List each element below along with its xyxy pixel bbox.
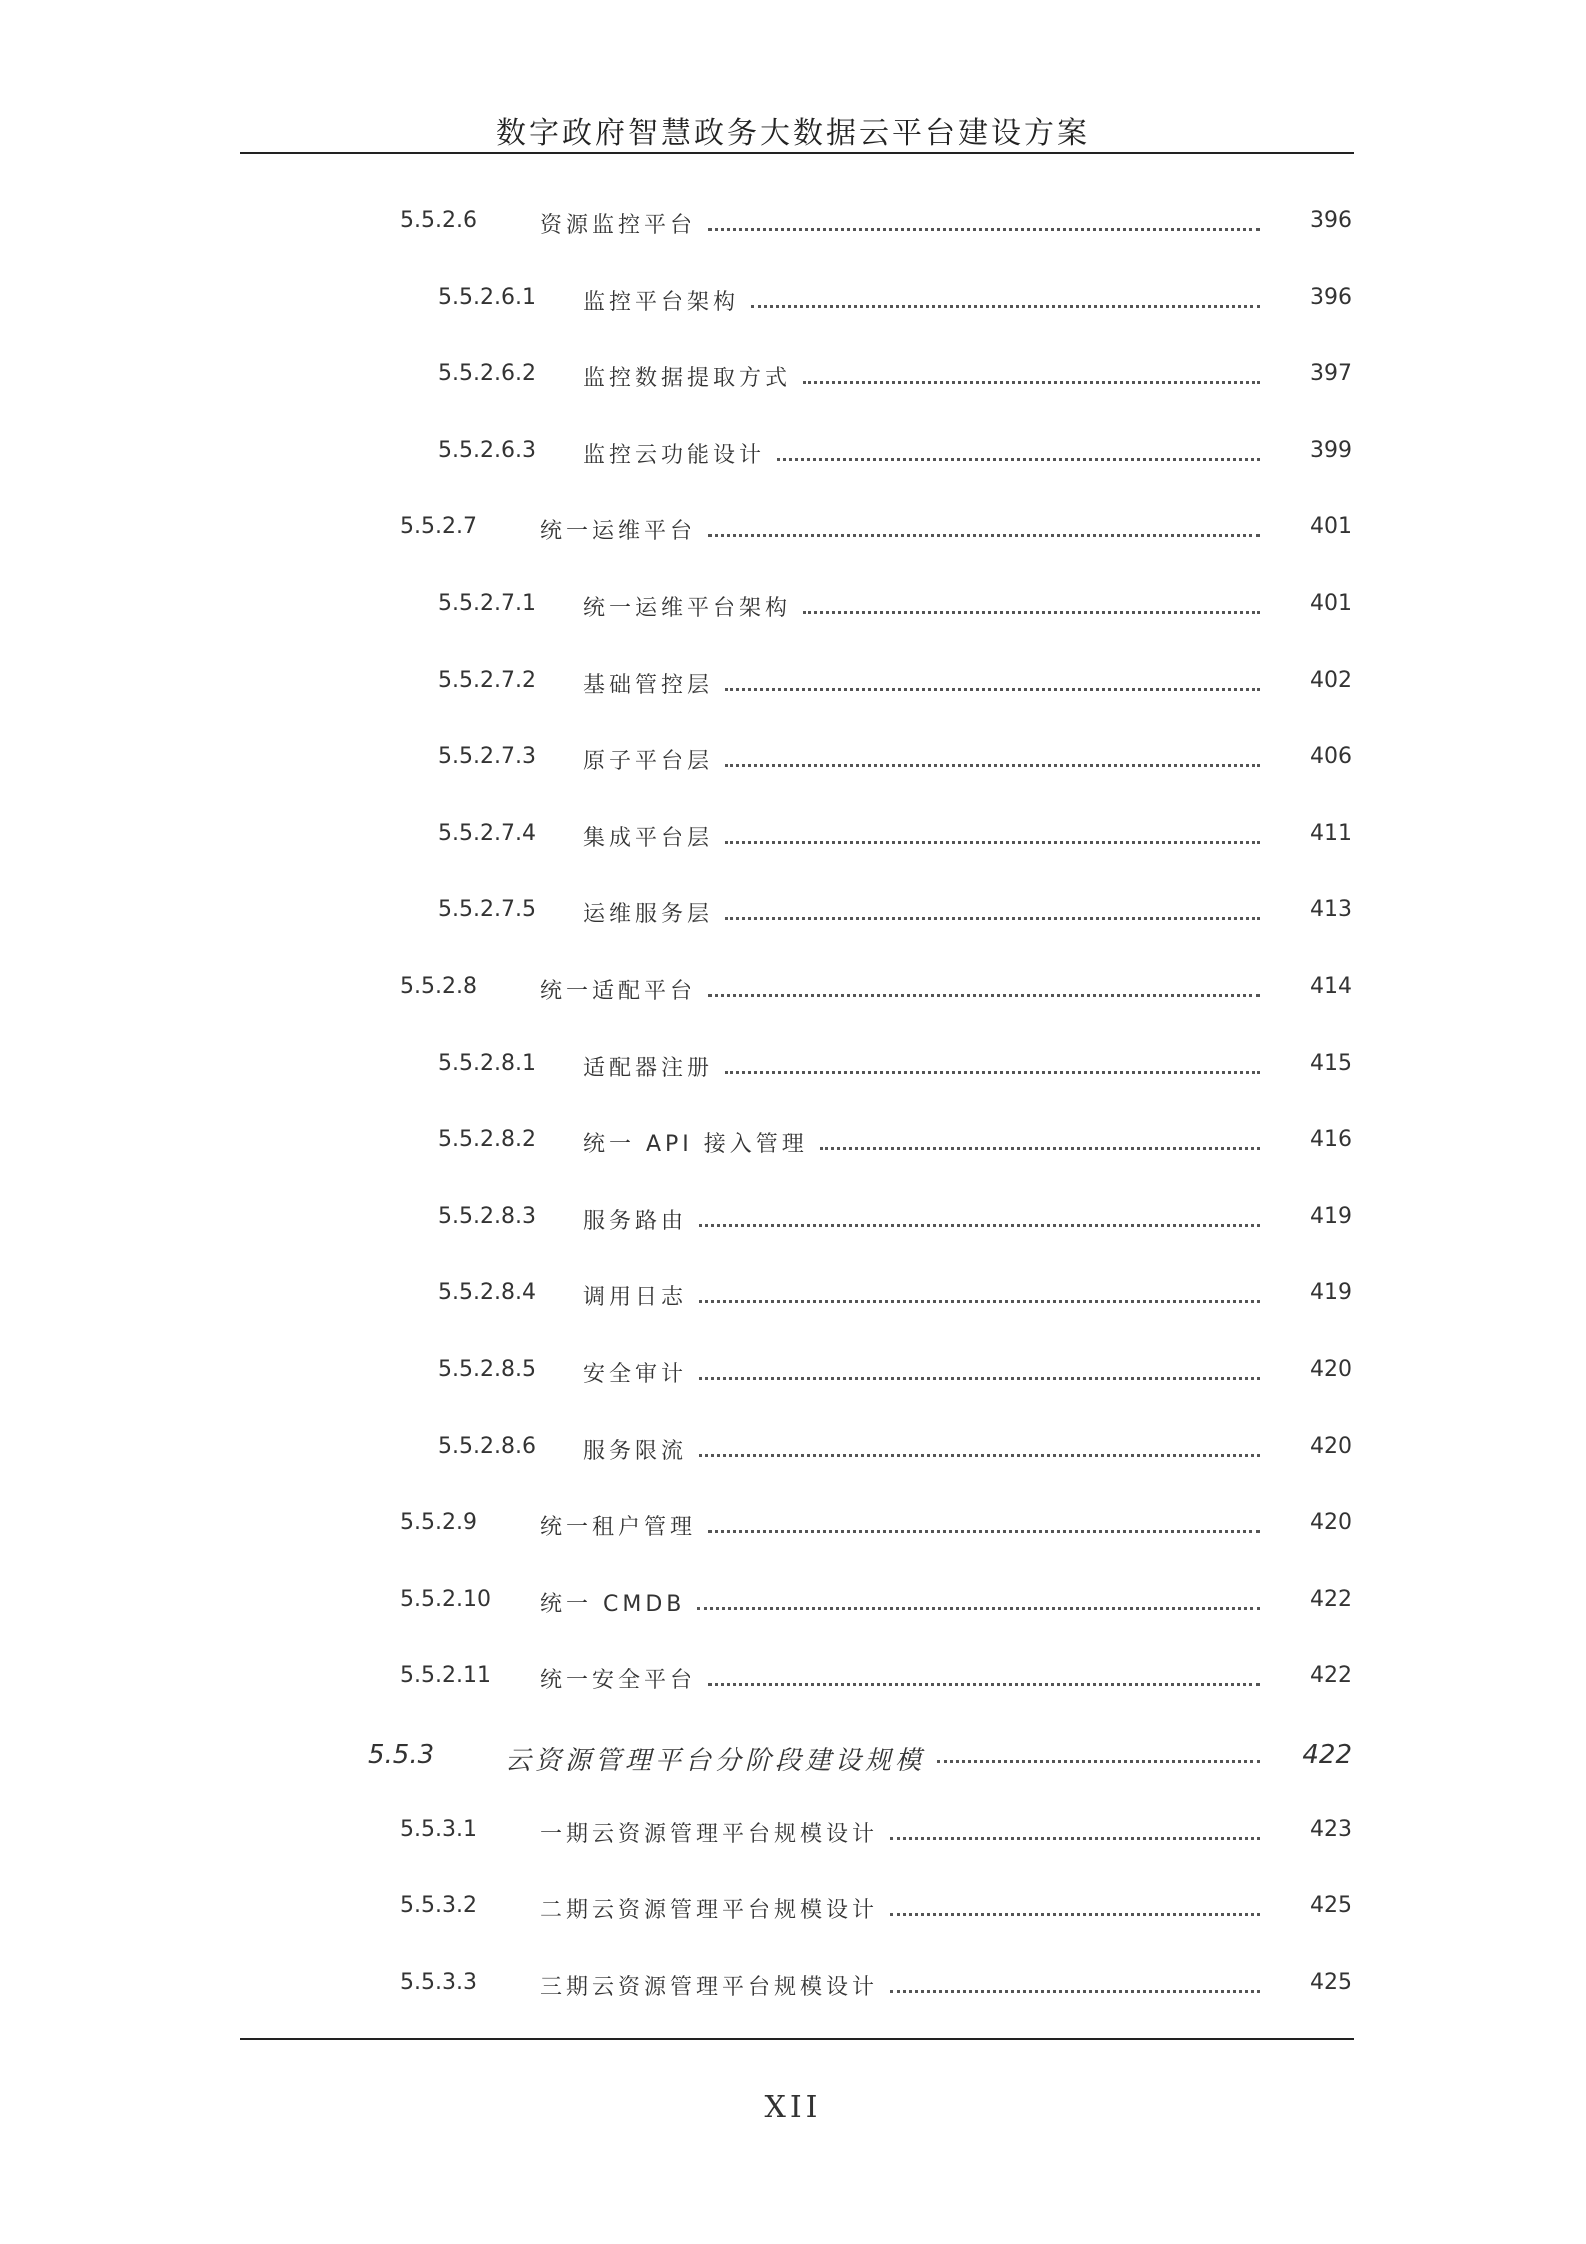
toc-entry-title: 统一 API 接入管理 xyxy=(583,1132,808,1158)
toc-entry[interactable] xyxy=(0,430,1586,470)
toc-leader-dots xyxy=(708,1681,1260,1686)
toc-entry-page: 419 xyxy=(1310,1280,1352,1306)
toc-leader-dots xyxy=(699,1298,1260,1303)
toc-leader-dots xyxy=(725,839,1260,844)
toc-entry-title: 服务路由 xyxy=(583,1208,688,1234)
toc-entry-page: 420 xyxy=(1310,1510,1352,1536)
toc-entry[interactable] xyxy=(0,1349,1586,1389)
toc-entry-number: 5.5.2.9 xyxy=(400,1510,477,1536)
toc-entry-title: 基础管控层 xyxy=(583,672,714,698)
toc-entry-page: 420 xyxy=(1310,1357,1352,1382)
toc-entry-title: 三期云资源管理平台规模设计 xyxy=(540,1974,879,2000)
toc-entry-number: 5.5.2.7 xyxy=(400,514,477,540)
toc-entry-number: 5.5.2.7.1 xyxy=(438,591,536,616)
toc-entry-title: 运维服务层 xyxy=(583,902,714,928)
toc-entry-title: 统一租户管理 xyxy=(540,1515,697,1541)
toc-leader-dots xyxy=(937,1758,1260,1763)
toc-entry-title: 统一 CMDB xyxy=(540,1591,686,1617)
toc-entry-number: 5.5.2.6 xyxy=(400,208,477,233)
toc-entry-number: 5.5.2.8.5 xyxy=(438,1357,536,1382)
toc-entry-page: 397 xyxy=(1310,361,1352,387)
toc-entry-page: 396 xyxy=(1310,284,1352,310)
toc-entry-title: 适配器注册 xyxy=(583,1055,714,1081)
toc-entry[interactable] xyxy=(0,1809,1586,1849)
toc-entry-title: 服务限流 xyxy=(583,1438,688,1464)
toc-entry-page: 420 xyxy=(1310,1433,1352,1459)
header-divider xyxy=(240,152,1354,154)
toc-entry-title: 二期云资源管理平台规模设计 xyxy=(540,1898,879,1924)
toc-leader-dots xyxy=(708,532,1260,537)
toc-entry-page: 406 xyxy=(1310,744,1352,770)
toc-entry-number: 5.5.2.7.2 xyxy=(438,667,536,693)
toc-entry-title: 资源监控平台 xyxy=(540,213,697,238)
toc-entry-page: 402 xyxy=(1310,667,1352,693)
toc-entry[interactable] xyxy=(0,506,1586,546)
toc-entry-page: 396 xyxy=(1310,208,1352,233)
toc-entry-number: 5.5.2.6.2 xyxy=(438,361,536,387)
toc-leader-dots xyxy=(699,1452,1260,1457)
toc-leader-dots xyxy=(725,686,1260,691)
toc-entry[interactable] xyxy=(0,1962,1586,2002)
toc-entry-page: 422 xyxy=(1302,1740,1352,1770)
toc-entry-number: 5.5.2.8.4 xyxy=(438,1280,536,1306)
toc-entry-page: 415 xyxy=(1310,1050,1352,1076)
toc-entry-title: 统一安全平台 xyxy=(540,1668,697,1694)
toc-entry-number: 5.5.2.11 xyxy=(400,1663,491,1689)
toc-entry-number: 5.5.2.10 xyxy=(400,1586,491,1612)
toc-entry-page: 399 xyxy=(1310,437,1352,463)
toc-entry-title: 云资源管理平台分阶段建设规模 xyxy=(505,1746,926,1776)
toc-leader-dots xyxy=(803,379,1260,384)
toc-entry-title: 监控平台架构 xyxy=(583,289,740,315)
toc-entry-page: 423 xyxy=(1310,1816,1352,1842)
toc-entry-page: 425 xyxy=(1310,1969,1352,1995)
toc-entry-number: 5.5.3.1 xyxy=(400,1816,477,1842)
toc-entry-page: 425 xyxy=(1310,1893,1352,1919)
toc-entry[interactable] xyxy=(0,1043,1586,1083)
toc-leader-dots xyxy=(699,1222,1260,1227)
toc-entry-page: 419 xyxy=(1310,1203,1352,1229)
toc-leader-dots xyxy=(725,762,1260,767)
toc-entry-title: 统一适配平台 xyxy=(540,979,697,1004)
toc-entry[interactable] xyxy=(0,1196,1586,1236)
toc-entry[interactable] xyxy=(0,353,1586,393)
toc-entry[interactable] xyxy=(0,1732,1586,1776)
toc-entry-title: 统一运维平台架构 xyxy=(583,596,792,621)
toc-leader-dots xyxy=(890,1911,1260,1916)
toc-entry-title: 安全审计 xyxy=(583,1362,688,1387)
toc-entry-title: 一期云资源管理平台规模设计 xyxy=(540,1821,879,1847)
toc-entry-number: 5.5.2.8.3 xyxy=(438,1203,536,1229)
toc-leader-dots xyxy=(708,226,1260,231)
toc-leader-dots xyxy=(725,915,1260,920)
toc-entry-number: 5.5.2.7.4 xyxy=(438,820,536,846)
toc-entry-number: 5.5.2.8.6 xyxy=(438,1433,536,1459)
toc-entry-number: 5.5.3.3 xyxy=(400,1969,477,1995)
toc-entry-page: 414 xyxy=(1310,974,1352,999)
toc-entry-title: 统一运维平台 xyxy=(540,519,697,545)
toc-entry-title: 原子平台层 xyxy=(583,749,714,775)
toc-entry-number: 5.5.2.6.1 xyxy=(438,284,536,310)
toc-entry[interactable] xyxy=(0,200,1586,240)
toc-entry[interactable] xyxy=(0,583,1586,623)
toc-entry[interactable] xyxy=(0,1502,1586,1542)
toc-entry-number: 5.5.3.2 xyxy=(400,1893,477,1919)
toc-entry-page: 401 xyxy=(1310,514,1352,540)
toc-entry-number: 5.5.2.8.1 xyxy=(438,1050,536,1076)
toc-entry-number: 5.5.3 xyxy=(368,1740,435,1770)
toc-entry-number: 5.5.2.8.2 xyxy=(438,1127,536,1153)
toc-leader-dots xyxy=(708,1528,1260,1533)
toc-entry-page: 401 xyxy=(1310,591,1352,616)
toc-entry-title: 调用日志 xyxy=(583,1285,688,1311)
document-header-title: 数字政府智慧政务大数据云平台建设方案 xyxy=(496,116,1090,151)
toc-entry-page: 422 xyxy=(1310,1586,1352,1612)
toc-entry[interactable] xyxy=(0,1272,1586,1312)
page-number: XII xyxy=(764,2090,822,2125)
toc-entry-page: 416 xyxy=(1310,1127,1352,1153)
toc-leader-dots xyxy=(803,609,1260,614)
toc-entry[interactable] xyxy=(0,813,1586,853)
toc-entry-page: 411 xyxy=(1310,820,1352,846)
toc-entry-number: 5.5.2.7.5 xyxy=(438,897,536,923)
toc-leader-dots xyxy=(725,1069,1260,1074)
toc-entry-title: 监控数据提取方式 xyxy=(583,366,792,392)
toc-entry[interactable] xyxy=(0,1426,1586,1466)
toc-leader-dots xyxy=(699,1375,1260,1380)
toc-leader-dots xyxy=(820,1145,1260,1150)
toc-entry-number: 5.5.2.7.3 xyxy=(438,744,536,770)
toc-entry[interactable] xyxy=(0,277,1586,317)
toc-entry[interactable] xyxy=(0,1579,1586,1619)
toc-leader-dots xyxy=(708,992,1260,997)
toc-entry[interactable] xyxy=(0,1119,1586,1159)
toc-entry-title: 监控云功能设计 xyxy=(583,442,766,468)
toc-entry-title: 集成平台层 xyxy=(583,825,714,851)
toc-leader-dots xyxy=(890,1835,1260,1840)
toc-entry[interactable] xyxy=(0,889,1586,929)
toc-entry[interactable] xyxy=(0,1885,1586,1925)
toc-entry-number: 5.5.2.8 xyxy=(400,974,477,999)
toc-entry[interactable] xyxy=(0,736,1586,776)
toc-entry-page: 413 xyxy=(1310,897,1352,923)
toc-leader-dots xyxy=(751,303,1260,308)
toc-leader-dots xyxy=(890,1988,1260,1993)
toc-entry[interactable] xyxy=(0,966,1586,1006)
toc-entry[interactable] xyxy=(0,660,1586,700)
footer-divider xyxy=(240,2038,1354,2040)
toc-entry-number: 5.5.2.6.3 xyxy=(438,437,536,463)
toc-entry-page: 422 xyxy=(1310,1663,1352,1689)
toc-leader-dots xyxy=(697,1605,1260,1610)
toc-leader-dots xyxy=(777,456,1260,461)
toc-entry[interactable] xyxy=(0,1655,1586,1695)
